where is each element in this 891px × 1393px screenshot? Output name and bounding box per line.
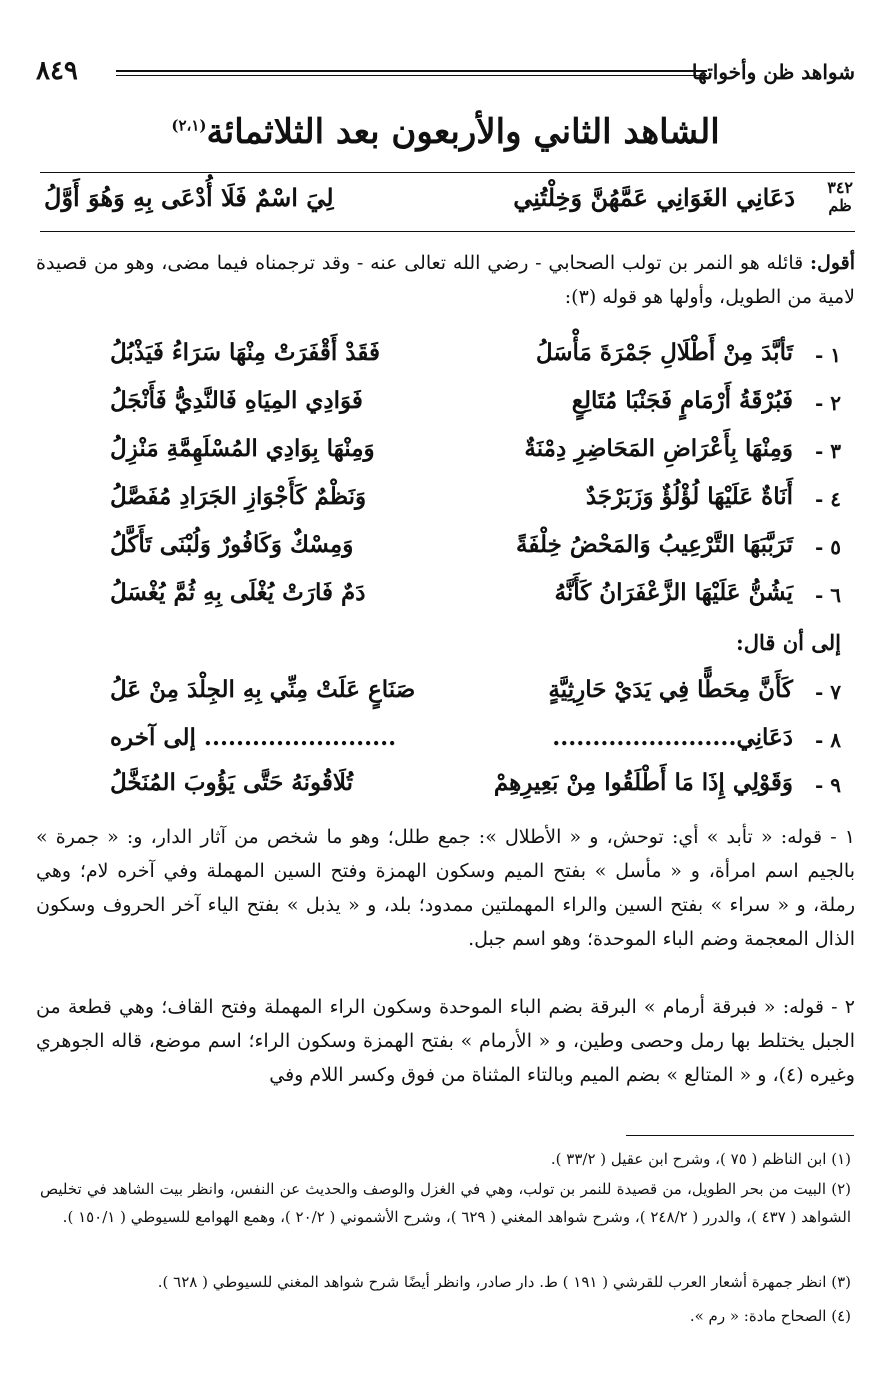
chapter-title-text: الشاهد الثاني والأربعون بعد الثلاثمائة	[206, 112, 720, 152]
verse-number	[827, 179, 853, 214]
boxed-verse-second-hemistich: لِيَ اسْمٌ فَلَا أُدْعَى بِهِ وَهُوَ أَوَّلُ	[44, 183, 334, 212]
commentary-paragraph: ٢ - قوله: « فبرقة أرمام » البرقة بضم الباء الموحدة وسكون الراء المهملة وفتح القاف؛ وهي قطعة من الجبل يختلط بها رمل وحصى وطين، و « الأرمام » بفتح الهمزة وسكون الراء؛ اسم موضع، قاله الجوهري وغيره (٤)، و « المتالع » بضم الميم وبالتاء المثناة من فوق وكسر اللام وفي	[36, 996, 855, 1086]
poem-line-number: ٦ -	[814, 583, 841, 607]
chapter-title-note: (٢،١)	[171, 116, 207, 135]
poem-line-number: ١ -	[814, 343, 841, 367]
poem-first-hemistich: فَبُرْقَةُ أَرْمَامٍ فَجَنْبَا مُتَالِعٍ	[571, 387, 793, 414]
boxed-verse	[40, 172, 855, 232]
verse-number-value: ٣٤٢	[827, 178, 853, 197]
commentary-paragraph: ١ - قوله: « تأبد » أي: توحش، و « الأطلال »: جمع طلل؛ وهو ما شخص من آثار الدار، و: « جمرة » بالجيم اسم امرأة، و « مأسل » بفتح الميم وسكون الهمزة وفتح السين المهملة وفي آخره لام؛ وهي رملة، و « سراء » بفتح السين والراء المهملتين ممدود؛ بلد، و « يذبل » بفتح الياء آخر الحروف وسكون الذال المعجمة وضم الباء الموحدة؛ وهو اسم جبل.	[36, 826, 855, 950]
header-rule-thin	[116, 75, 707, 76]
poem-first-hemistich: كَأَنَّ مِحَطًّا فِي يَدَيْ حَارِثِيَّةٍ	[548, 676, 793, 703]
poem-line	[36, 383, 855, 429]
running-title: شواهد ظن وأخواتها	[691, 60, 855, 84]
poem-line-number: ٤ -	[814, 487, 841, 511]
poem-second-hemistich: وَمِسْكٌ وَكَافُورٌ وَلُبْنَى تَأَكَّلُ	[110, 531, 354, 558]
poem-second-hemistich: ........................ إلى آخره	[110, 724, 397, 751]
poem-line-number: ٢ -	[814, 391, 841, 415]
poem-line-number: ٧ -	[814, 680, 841, 704]
page-number: ٨٤٩	[36, 56, 78, 86]
poem-second-hemistich: وَنَظْمٌ كَأَجْوَازِ الجَرَادِ مُفَصَّلُ	[110, 483, 367, 510]
footnote: (٤) الصحاح مادة: « رم ».	[689, 1307, 851, 1325]
poem-first-hemistich: تَرَبَّبَهَا التَّرْعِيبُ وَالمَحْضُ خِلْفَةً	[516, 531, 793, 558]
poem-line-number: ٥ -	[814, 535, 841, 559]
footnote: (١) ابن الناظم ( ٧٥ )، وشرح ابن عقيل ( ٣٣/٢ ).	[550, 1150, 851, 1168]
poem-line	[36, 479, 855, 525]
poem-first-hemistich: دَعَانِي.......................	[552, 724, 793, 751]
poem-second-hemistich: فَقَدْ أَقْفَرَتْ مِنْهَا سَرَاءُ فَيَذْبُلُ	[110, 339, 380, 366]
poem-second-hemistich: وَمِنْهَا بِوَادِي المُسْلَهِمَّةِ مَنْزِلُ	[110, 435, 375, 462]
intro-text: قائله هو النمر بن تولب الصحابي - رضي الله تعالى عنه - وقد ترجمناه فيما مضى، وهو من قصيدة لامية من الطويل، وأولها هو قوله (٣):	[36, 252, 855, 308]
running-head	[36, 58, 855, 88]
verse-number-tag: ظم	[828, 195, 852, 215]
footnote: (٢) البيت من بحر الطويل، من قصيدة للنمر بن تولب، وهي في الغزل والوصف والحديث عن النفس، وانظر بيت الشاهد في تخليص الشواهد ( ٤٣٧ )، والدرر ( ٢٤٨/٢ )، وشرح شواهد المغني ( ٦٢٩ )، وشرح الأشموني ( ٢٠/٢ )، وهمع الهوامع للسيوطي ( ١٥٠/١ ).	[40, 1180, 851, 1226]
poem-line	[36, 672, 855, 718]
poem-line	[36, 431, 855, 477]
poem-second-hemistich: فَوَادِي المِيَاهِ فَالنَّدِيُّ فَأَنْجَلُ	[110, 387, 363, 414]
poem-first-hemistich: وَمِنْهَا بِأَعْرَاضِ المَحَاضِرِ دِمْنَةٌ	[524, 435, 793, 462]
poem-first-hemistich: تَأبَّدَ مِنْ أَطْلَالِ جَمْرَةَ مَأْسَلُ	[535, 339, 793, 366]
poem-second-hemistich: تُلَاقُونَهُ حَتَّى يَؤُوبَ المُنَخَّلُ	[110, 769, 354, 796]
poem-line	[36, 575, 855, 621]
poem-line	[36, 527, 855, 573]
intro-paragraph	[36, 246, 855, 314]
header-rule	[116, 70, 707, 72]
until-label: إلى أن قال:	[735, 630, 841, 655]
intro-lead: أقول:	[810, 252, 855, 274]
poem-first-hemistich: أَنَاةٌ عَلَيْهَا لُؤْلُؤٌ وَزَبَرْجَدٌ	[585, 483, 793, 510]
poem-second-hemistich: دَمٌ فَارَتْ يُغْلَى بِهِ ثُمَّ يُغْسَلُ	[110, 579, 366, 606]
poem-line-number: ٣ -	[814, 439, 841, 463]
poem-line-number: ٨ -	[814, 728, 841, 752]
poem-line	[36, 335, 855, 381]
poem-first-hemistich: وَقَوْلِي إِذَا مَا أَطْلَقُوا مِنْ بَعِيرِهِمْ	[493, 769, 793, 796]
poem-second-hemistich: صَنَاعٍ عَلَتْ مِنِّي بِهِ الجِلْدَ مِنْ عَلُ	[110, 676, 416, 703]
poem-line	[36, 765, 855, 811]
footnote: (٣) انظر جمهرة أشعار العرب للقرشي ( ١٩١ ) ط. دار صادر، وانظر أيضًا شرح شواهد المغني للسيوطي ( ٦٢٨ ).	[157, 1273, 851, 1291]
chapter-title	[0, 112, 891, 152]
boxed-verse-first-hemistich: دَعَانِي الغَوَانِي عَمَّهُنَّ وَخِلْتُنِي	[513, 183, 795, 212]
footnotes-rule	[626, 1135, 854, 1136]
poem-line	[36, 720, 855, 766]
poem-first-hemistich: يَشُنُّ عَلَيْهَا الزَّعْفَرَانُ كَأَنَّهُ	[554, 579, 793, 606]
poem-line-number: ٩ -	[814, 773, 841, 797]
